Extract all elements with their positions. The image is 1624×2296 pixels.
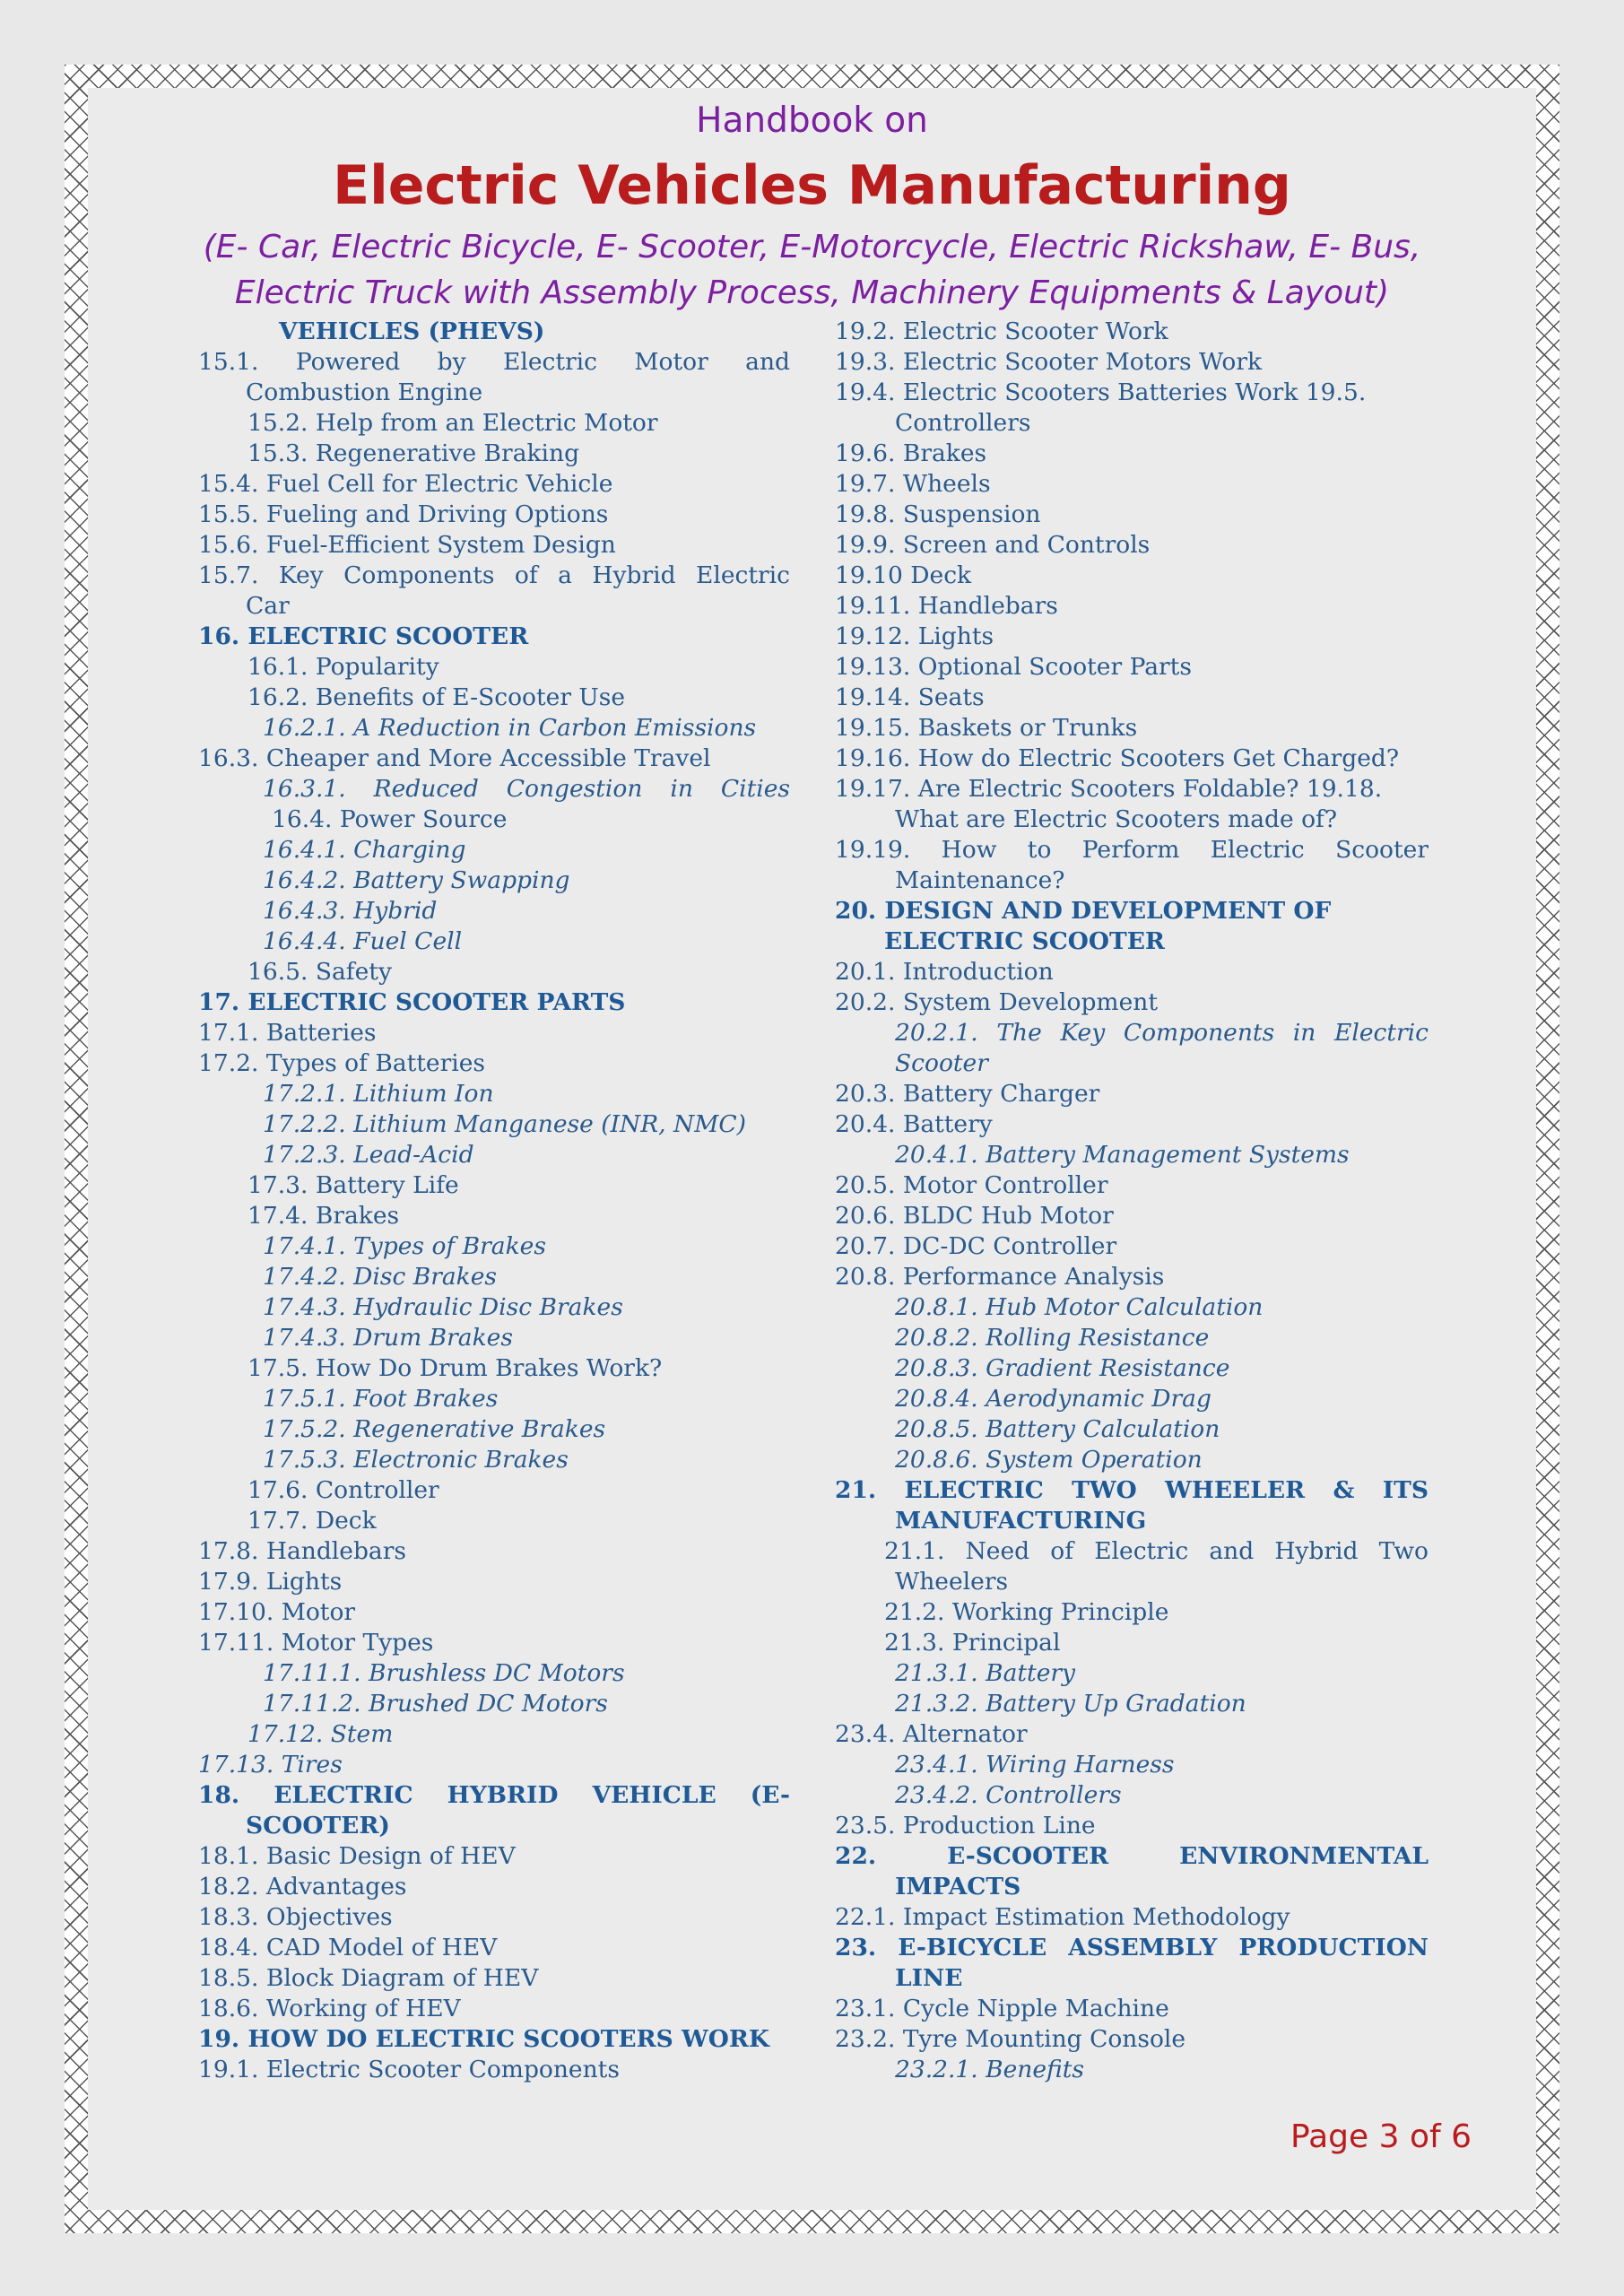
toc-entry: 20.2.1. The Key Components in Electric [895,1019,1429,1047]
toc-entry: 19.11. Handlebars [835,592,1058,620]
toc-entry: 20.4.1. Battery Management Systems [895,1141,1350,1169]
toc-entry: What are Electric Scooters made of? [895,805,1338,833]
toc-heading: VEHICLES (PHEVS) [279,317,545,345]
toc-entry: 18.4. CAD Model of HEV [198,1934,498,1961]
toc-entry: 20.8.1. Hub Motor Calculation [895,1293,1264,1321]
toc-entry: Maintenance? [895,866,1065,894]
toc-entry: 19.6. Brakes [835,439,987,467]
toc-entry: 20.6. BLDC Hub Motor [835,1202,1114,1230]
toc-entry: 17.11.1. Brushless DC Motors [263,1659,625,1687]
toc-entry: 19.4. Electric Scooters Batteries Work 19.5. [835,378,1367,406]
toc-entry: 16.4. Power Source [272,805,508,833]
toc-entry: 19.13. Optional Scooter Parts [835,653,1192,681]
toc-entry: 19.14. Seats [835,683,985,711]
toc-heading: MANUFACTURING [895,1507,1147,1535]
toc-entry: 19.16. How do Electric Scooters Get Charged? [835,744,1400,772]
toc-entry: 19.1. Electric Scooter Components [198,2056,620,2083]
toc-entry: 17.5.1. Foot Brakes [263,1385,499,1413]
toc-entry: 23.2.1. Benefits [895,2056,1084,2083]
toc-entry: 20.8.5. Battery Calculation [895,1415,1220,1443]
toc-entry: 17.2. Types of Batteries [198,1049,486,1077]
toc-entry: 20.8.2. Rolling Resistance [895,1324,1210,1352]
toc-entry: 17.2.2. Lithium Manganese (INR, NMC) [263,1110,746,1138]
toc-entry: 20.2. System Development [835,988,1158,1016]
page-number: Page 3 of 6 [1290,2118,1472,2155]
toc-entry: 17.2.3. Lead-Acid [263,1141,474,1169]
toc-left-column [198,317,790,2085]
toc-heading: 19. HOW DO ELECTRIC SCOOTERS WORK [198,2025,769,2053]
toc-entry: 15.2. Help from an Electric Motor [248,409,658,437]
toc-entry: 18.2. Advantages [198,1873,407,1900]
toc-entry: Wheelers [895,1568,1009,1596]
toc-heading: 20. DESIGN AND DEVELOPMENT OF [835,897,1332,925]
toc-entry: 19.10 Deck [835,561,972,589]
toc-entry: Scooter [895,1049,988,1077]
toc-entry: 17.10. Motor [198,1598,356,1626]
toc-entry: 15.4. Fuel Cell for Electric Vehicle [198,470,613,498]
toc-entry: 16.2. Benefits of E-Scooter Use [248,683,626,711]
toc-entry: 16.4.4. Fuel Cell [263,927,463,955]
toc-entry: 17.4.3. Drum Brakes [263,1324,513,1352]
toc-entry: 15.3. Regenerative Braking [248,439,580,467]
toc-entry: 15.5. Fueling and Driving Options [198,500,609,528]
toc-entry: 16.4.1. Charging [263,836,466,864]
toc-entry: 19.2. Electric Scooter Work [835,317,1168,345]
handbook-label: Handbook on [696,100,928,141]
toc-entry: 17.13. Tires [198,1751,343,1779]
toc-entry: 17.4.2. Disc Brakes [263,1263,498,1291]
toc-entry: 19.9. Screen and Controls [835,531,1151,559]
toc-heading: 23. E-BICYCLE ASSEMBLY PRODUCTION [835,1934,1429,1961]
toc-entry: 21.2. Working Principle [884,1598,1169,1626]
toc-entry: 17.4.3. Hydraulic Disc Brakes [263,1293,623,1321]
toc-entry: 17.1. Batteries [198,1019,377,1047]
toc-heading: IMPACTS [895,1873,1021,1900]
toc-heading: 21. ELECTRIC TWO WHEELER & ITS [835,1476,1429,1504]
toc-entry: 17.11. Motor Types [198,1629,434,1657]
toc-entry: 20.4. Battery [835,1110,993,1138]
toc-entry: 15.6. Fuel-Efficient System Design [198,531,616,559]
toc-entry: 16.1. Popularity [248,653,439,681]
toc-entry: 23.1. Cycle Nipple Machine [835,1995,1169,2022]
toc-entry: Car [246,592,290,620]
toc-entry: 23.4. Alternator [835,1720,1028,1748]
toc-entry: 20.8.6. System Operation [895,1446,1203,1474]
toc-entry: 21.3.1. Battery [895,1659,1076,1687]
toc-entry: 15.7. Key Components of a Hybrid Electric [198,561,790,589]
toc-entry: 19.12. Lights [835,622,994,650]
document-subtitle [0,224,1624,316]
toc-entry: 19.15. Baskets or Trunks [835,714,1138,742]
toc-entry: 21.3.2. Battery Up Gradation [895,1690,1246,1718]
toc-heading: ELECTRIC SCOOTER [884,927,1165,955]
toc-heading: 22. E-SCOOTER ENVIRONMENTAL [835,1842,1429,1870]
toc-heading: 18. ELECTRIC HYBRID VEHICLE (E- [198,1781,790,1809]
toc-entry: 23.5. Production Line [835,1812,1096,1839]
toc-entry: 20.5. Motor Controller [835,1171,1108,1199]
toc-entry: 21.3. Principal [884,1629,1061,1657]
toc-entry: 18.1. Basic Design of HEV [198,1842,516,1870]
toc-entry: 19.19. How to Perform Electric Scooter [835,836,1429,864]
toc-entry: 16.4.2. Battery Swapping [263,866,570,894]
toc-entry: 16.3. Cheaper and More Accessible Travel [198,744,711,772]
toc-entry: 23.2. Tyre Mounting Console [835,2025,1186,2053]
toc-entry: 17.11.2. Brushed DC Motors [263,1690,608,1718]
toc-entry: 19.3. Electric Scooter Motors Work [835,348,1263,376]
toc-entry: 20.1. Introduction [835,958,1054,986]
toc-entry: 19.8. Suspension [835,500,1041,528]
document-title: Electric Vehicles Manufacturing [333,154,1291,217]
toc-heading: 17. ELECTRIC SCOOTER PARTS [198,988,626,1016]
toc-entry: 18.5. Block Diagram of HEV [198,1964,539,1992]
toc-entry: 17.5. How Do Drum Brakes Work? [248,1354,663,1382]
toc-entry: 19.7. Wheels [835,470,991,498]
toc-entry: 17.12. Stem [248,1720,394,1748]
toc-entry: 17.9. Lights [198,1568,343,1596]
toc-entry: 18.6. Working of HEV [198,1995,461,2022]
subtitle-line-2: Electric Truck with Assembly Process, Machinery Equipments & Layout) [234,274,1390,311]
toc-entry: 17.6. Controller [248,1476,439,1504]
subtitle-line-1: (E- Car, Electric Bicycle, E- Scooter, E-Motorcycle, Electric Rickshaw, E- Bus, [203,229,1421,265]
toc-entry: 20.3. Battery Charger [835,1080,1100,1108]
toc-entry: 19.17. Are Electric Scooters Foldable? 19.18. [835,775,1383,803]
toc-entry: 17.7. Deck [248,1507,377,1535]
toc-entry: 16.4.3. Hybrid [263,897,438,925]
toc-heading: SCOOTER) [246,1812,390,1839]
toc-entry: 17.4. Brakes [248,1202,400,1230]
toc-entry: 23.4.2. Controllers [895,1781,1122,1809]
toc-entry: 20.8. Performance Analysis [835,1263,1165,1291]
toc-entry: 17.5.3. Electronic Brakes [263,1446,569,1474]
toc-entry: 21.1. Need of Electric and Hybrid Two [884,1537,1429,1565]
toc-entry: 23.4.1. Wiring Harness [895,1751,1175,1779]
toc-heading: LINE [895,1964,963,1992]
toc-entry: Combustion Engine [246,378,483,406]
toc-entry: 17.3. Battery Life [248,1171,459,1199]
toc-entry: 16.5. Safety [248,958,392,986]
toc-entry: 18.3. Objectives [198,1903,393,1931]
toc-right-column [835,317,1429,2085]
toc-entry: 16.2.1. A Reduction in Carbon Emissions [263,714,757,742]
toc-entry: 17.2.1. Lithium Ion [263,1080,494,1108]
toc-heading: 16. ELECTRIC SCOOTER [198,622,529,650]
toc-entry: 16.3.1. Reduced Congestion in Cities [263,775,790,803]
toc-entry: 20.7. DC-DC Controller [835,1232,1117,1260]
toc-entry: 17.5.2. Regenerative Brakes [263,1415,606,1443]
toc-entry: 22.1. Impact Estimation Methodology [835,1903,1290,1931]
toc-entry: 15.1. Powered by Electric Motor and [198,348,790,376]
toc-entry: 20.8.3. Gradient Resistance [895,1354,1230,1382]
toc-entry: 17.4.1. Types of Brakes [263,1232,546,1260]
toc-entry: Controllers [895,409,1031,437]
toc-entry: 20.8.4. Aerodynamic Drag [895,1385,1211,1413]
toc-entry: 17.8. Handlebars [198,1537,406,1565]
